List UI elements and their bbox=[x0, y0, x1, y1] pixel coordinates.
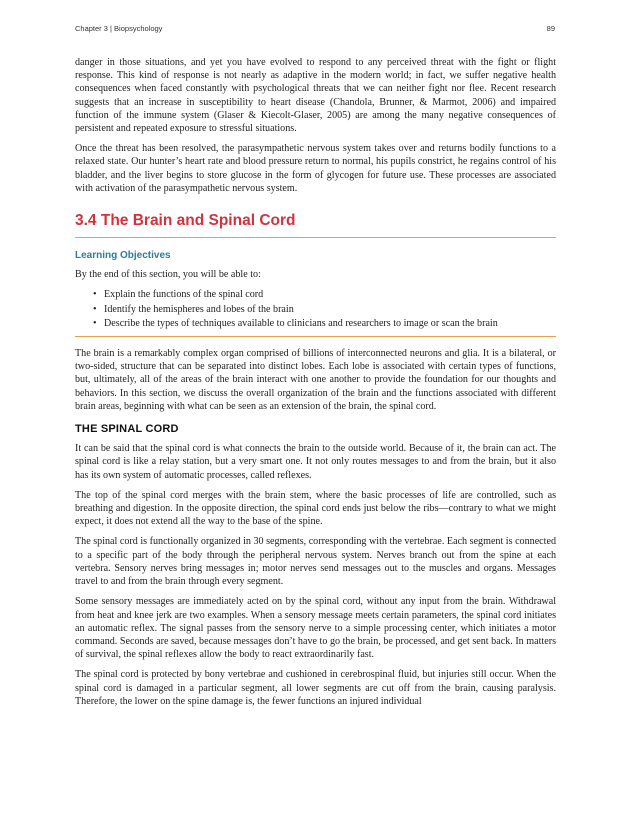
chapter-label: Chapter 3 | Biopsychology bbox=[75, 24, 163, 33]
running-head bbox=[75, 24, 555, 33]
paragraph: Once the threat has been resolved, the parasympathetic nervous system takes over and returns bodily functions to a relaxed state. Our hunter’s heart rate and blood pressure return to normal, his pupils constrict, he regains control of his bladder, and the liver begins to store glucose in the form of glycogen for future use. These processes are associated with activation of the parasympathetic nervous system. bbox=[75, 143, 556, 194]
list-item bbox=[93, 303, 556, 316]
subsection-heading: THE SPINAL CORD bbox=[75, 423, 179, 436]
page-number: 89 bbox=[546, 24, 555, 33]
list-item-text: Identify the hemispheres and lobes of the brain bbox=[104, 303, 294, 315]
section-divider bbox=[75, 237, 556, 238]
paragraph: The spinal cord is protected by bony vertebrae and cushioned in cerebrospinal fluid, but injuries still occur. When the spinal cord is damaged in a particular segment, all lower segments are cut off from the brain, causing paralysis. Therefore, the lower on the spine damage is, the fewer functions an injured individual bbox=[75, 669, 556, 707]
paragraph: Some sensory messages are immediately acted on by the spinal cord, without any input from the brain. Withdrawal from heat and knee jerk are two examples. When a sensory message meets certain parameters, the spinal cord initiates an automatic reflex. The signal passes from the sensory nerve to a simple processing center, which initiates a motor command. Seconds are saved, because messages don’t have to go the brain, be processed, and get sent back. In matters of survival, the spinal reflexes allow the body to react extraordinarily fast. bbox=[75, 596, 556, 661]
bullet-icon: • bbox=[93, 303, 97, 315]
list-item-text: Describe the types of techniques available to clinicians and researchers to image or scan the brain bbox=[104, 317, 498, 329]
paragraph: The top of the spinal cord merges with the brain stem, where the basic processes of life are controlled, such as breathing and digestion. In the opposite direction, the spinal cord ends just below the ribs—contrary to what we might expect, it does not extend all the way to the base of the spine. bbox=[75, 489, 556, 528]
paragraph: It can be said that the spinal cord is what connects the brain to the outside world. Because of it, the brain can act. The spinal cord is like a relay station, but a very smart one. It not only routes messages to and from the brain, but it also has its own system of automatic processes, called reflexes. bbox=[75, 443, 556, 481]
section-title: 3.4 The Brain and Spinal Cord bbox=[75, 212, 296, 230]
learning-objectives-intro: By the end of this section, you will be able to: bbox=[75, 269, 261, 281]
learning-objectives-list bbox=[75, 288, 556, 330]
objectives-divider bbox=[75, 336, 556, 337]
bullet-icon: • bbox=[93, 289, 97, 301]
list-item bbox=[93, 317, 556, 330]
learning-objectives-title: Learning Objectives bbox=[75, 250, 171, 262]
paragraph: The spinal cord is functionally organized in 30 segments, corresponding with the vertebrae. Each segment is connected to a specific part of the body through the peripheral nervous system. Nerves branch out from the spine at each vertebra. Sensory nerves bring messages in; motor nerves send messages out to the muscles and organs. Messages travel to and from the brain through every segment. bbox=[75, 536, 556, 588]
page-body bbox=[75, 56, 556, 715]
intro-paragraph: The brain is a remarkably complex organ comprised of billions of interconnected neurons and glia. It is a bilateral, or two-sided, structure that can be separated into distinct lobes. Each lobe is associated with certain types of functions, but, ultimately, all of the areas of the brain interact with one another to provide the foundation for our thoughts and behaviors. In this section, we discuss the overall organization of the brain and the functions associated with different brain areas, beginning with what can be seen as an extension of the brain, the spinal cord. bbox=[75, 348, 556, 412]
list-item-text: Explain the functions of the spinal cord bbox=[104, 289, 264, 301]
paragraph: danger in those situations, and yet you have evolved to respond to any perceived threat with the fight or flight response. This kind of response is not nearly as adaptive in the modern world; in fact, we suffer negative health consequences when faced constantly with psychological threats that we can neither fight nor flee. Recent research suggests that an increase in susceptibility to heart disease (Chandola, Brunner, & Marmot, 2006) and impaired function of the immune system (Glaser & Kiecolt-Glaser, 2005) are among the many negative consequences of persistent and repeated exposure to stressful situations. bbox=[75, 57, 556, 135]
bullet-icon: • bbox=[93, 317, 97, 329]
list-item bbox=[93, 288, 556, 301]
